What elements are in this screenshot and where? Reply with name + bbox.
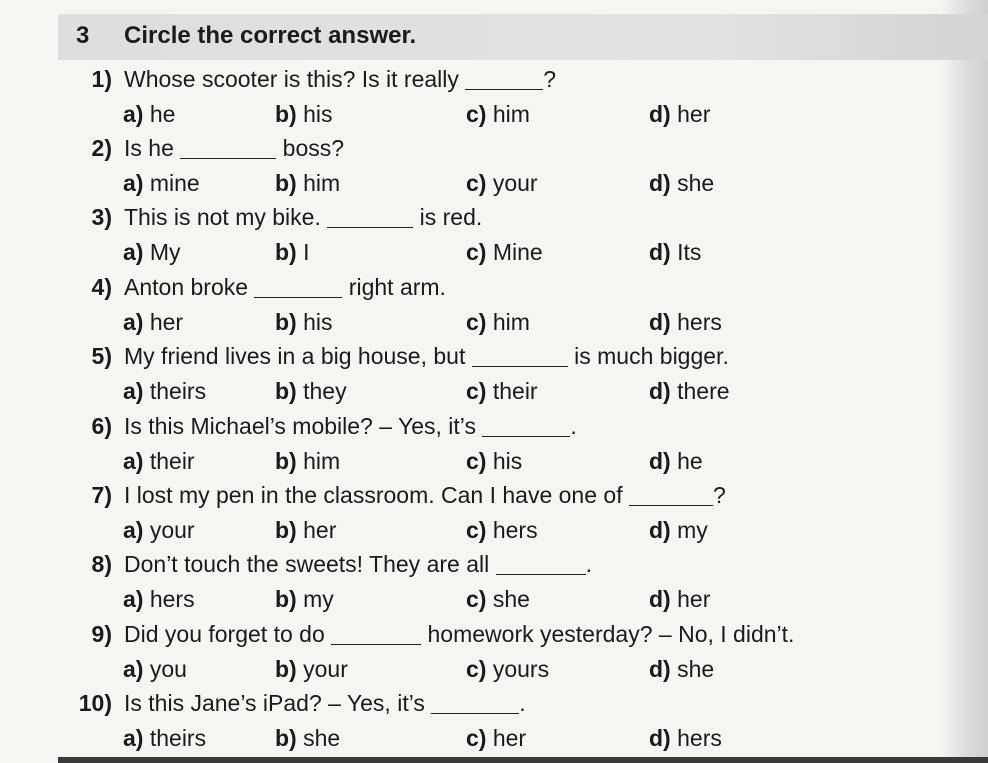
options-row	[0, 582, 940, 616]
option-c[interactable]	[466, 374, 538, 408]
question-text	[124, 200, 482, 234]
option-letter: b)	[275, 309, 297, 335]
question-text-after: ?	[712, 482, 726, 508]
option-d[interactable]	[649, 444, 703, 478]
exercise-title: Circle the correct answer.	[124, 22, 417, 49]
option-letter: a)	[123, 448, 144, 474]
option-letter: d)	[649, 517, 671, 543]
option-text: her	[670, 101, 711, 127]
answer-blank[interactable]	[180, 136, 276, 159]
option-d[interactable]	[649, 513, 708, 547]
options-row	[0, 444, 940, 478]
option-c[interactable]	[466, 721, 526, 755]
question-row	[0, 617, 940, 651]
option-c[interactable]	[466, 582, 530, 616]
question-number: 7)	[91, 482, 112, 508]
question-text-after: .	[585, 551, 592, 577]
question-number: 9)	[91, 621, 112, 647]
option-c[interactable]	[466, 305, 530, 339]
option-a[interactable]	[123, 374, 206, 408]
option-letter: d)	[649, 101, 671, 127]
option-a[interactable]	[123, 513, 195, 547]
option-b[interactable]	[275, 235, 310, 269]
option-b[interactable]	[275, 582, 334, 616]
question-number: 4)	[91, 274, 112, 300]
answer-blank[interactable]	[331, 622, 421, 645]
question-text-after: right arm.	[342, 274, 446, 300]
option-letter: c)	[466, 309, 487, 335]
question-text-before: Did you forget to do	[124, 621, 332, 647]
options-row	[0, 513, 940, 547]
option-text: yours	[486, 656, 550, 682]
question-text-before: This is not my bike.	[124, 204, 328, 230]
option-letter: d)	[649, 656, 671, 682]
question-number: 2)	[91, 135, 112, 161]
question-text-after: .	[519, 690, 526, 716]
option-d[interactable]	[649, 166, 714, 200]
option-letter: c)	[466, 101, 487, 127]
option-letter: a)	[123, 309, 144, 335]
option-text: there	[670, 378, 730, 404]
question-text	[124, 62, 556, 96]
question-text-after: boss?	[276, 135, 345, 161]
question-text	[124, 478, 726, 512]
question-text	[124, 339, 729, 373]
option-text: he	[670, 448, 703, 474]
question-number: 1)	[91, 66, 112, 92]
question-text-before: Anton broke	[124, 274, 255, 300]
option-a[interactable]	[123, 166, 200, 200]
question-row	[0, 270, 940, 304]
option-letter: c)	[466, 378, 487, 404]
answer-blank[interactable]	[472, 344, 568, 367]
option-text: him	[486, 309, 530, 335]
option-letter: b)	[275, 239, 297, 265]
option-c[interactable]	[466, 652, 549, 686]
option-letter: a)	[123, 378, 144, 404]
option-text: his	[296, 101, 333, 127]
question-number: 8)	[91, 551, 112, 577]
options-row	[0, 235, 940, 269]
option-a[interactable]	[123, 721, 206, 755]
option-text: hers	[143, 586, 195, 612]
question-text-before: Is he	[124, 135, 181, 161]
question-text-after: homework yesterday? – No, I didn’t.	[421, 621, 795, 647]
option-b[interactable]	[275, 305, 333, 339]
answer-blank[interactable]	[327, 205, 413, 228]
option-d[interactable]	[649, 97, 710, 131]
option-text: her	[670, 586, 711, 612]
option-text: my	[296, 586, 334, 612]
question-row	[0, 339, 940, 373]
option-b[interactable]	[275, 652, 348, 686]
option-letter: c)	[466, 239, 487, 265]
option-d[interactable]	[649, 374, 730, 408]
option-b[interactable]	[275, 513, 336, 547]
option-d[interactable]	[649, 235, 701, 269]
option-d[interactable]	[649, 582, 710, 616]
option-text: his	[296, 309, 333, 335]
option-letter: b)	[275, 101, 297, 127]
option-text: she	[670, 656, 715, 682]
option-text: him	[296, 170, 341, 196]
answer-blank[interactable]	[431, 691, 519, 714]
option-letter: d)	[649, 239, 671, 265]
option-text: she	[296, 725, 341, 751]
bottom-rule	[58, 757, 988, 763]
option-c[interactable]	[466, 513, 538, 547]
options-row	[0, 374, 940, 408]
option-a[interactable]	[123, 444, 195, 478]
question-text-after: is much bigger.	[567, 343, 729, 369]
option-letter: d)	[649, 378, 671, 404]
question-text-before: Don’t touch the sweets! They are all	[124, 551, 496, 577]
option-letter: c)	[466, 448, 487, 474]
option-text: you	[143, 656, 187, 682]
option-c[interactable]	[466, 166, 538, 200]
question-text-after: .	[570, 413, 577, 439]
options-row	[0, 305, 940, 339]
option-text: My	[143, 239, 181, 265]
question-text	[124, 617, 794, 651]
option-letter: d)	[649, 309, 671, 335]
question-text-before: I lost my pen in the classroom. Can I have one of	[124, 482, 629, 508]
answer-blank[interactable]	[254, 275, 342, 298]
option-b[interactable]	[275, 97, 333, 131]
option-letter: b)	[275, 656, 297, 682]
options-row	[0, 166, 940, 200]
answer-blank[interactable]	[629, 483, 713, 506]
answer-blank[interactable]	[482, 414, 570, 437]
answer-blank[interactable]	[496, 552, 586, 575]
page-edge-shadow	[940, 0, 988, 763]
option-c[interactable]	[466, 97, 530, 131]
option-text: mine	[143, 170, 200, 196]
option-c[interactable]	[466, 444, 522, 478]
option-text: hers	[670, 309, 722, 335]
option-text: their	[143, 448, 195, 474]
option-a[interactable]	[123, 235, 181, 269]
options-row	[0, 97, 940, 131]
question-text	[124, 131, 344, 165]
question-text	[124, 409, 577, 443]
option-text: hers	[670, 725, 722, 751]
question-row	[0, 478, 940, 512]
question-number: 5)	[91, 343, 112, 369]
option-text: him	[296, 448, 341, 474]
option-b[interactable]	[275, 444, 340, 478]
option-text: hers	[486, 517, 538, 543]
answer-blank[interactable]	[465, 67, 543, 90]
option-text: your	[296, 656, 348, 682]
options-row	[0, 652, 940, 686]
option-text: theirs	[143, 378, 207, 404]
question-text-after: ?	[543, 66, 557, 92]
question-text	[124, 547, 592, 581]
question-text	[124, 270, 446, 304]
question-text-before: Is this Michael’s mobile? – Yes, it’s	[124, 413, 483, 439]
option-letter: b)	[275, 378, 297, 404]
question-number: 10)	[78, 690, 112, 716]
option-letter: c)	[466, 725, 487, 751]
option-text: I	[296, 239, 310, 265]
question-text-before: Whose scooter is this? Is it really	[124, 66, 466, 92]
option-letter: a)	[123, 239, 144, 265]
question-text-after: is red.	[413, 204, 483, 230]
question-row	[0, 62, 940, 96]
option-letter: b)	[275, 170, 297, 196]
option-a[interactable]	[123, 97, 175, 131]
option-letter: d)	[649, 586, 671, 612]
option-d[interactable]	[649, 721, 722, 755]
option-letter: a)	[123, 725, 144, 751]
question-text-before: Is this Jane’s iPad? – Yes, it’s	[124, 690, 432, 716]
option-letter: a)	[123, 517, 144, 543]
option-text: her	[486, 725, 527, 751]
option-text: he	[143, 101, 176, 127]
option-text: your	[143, 517, 195, 543]
question-row	[0, 686, 940, 720]
option-letter: a)	[123, 586, 144, 612]
option-text: Mine	[486, 239, 543, 265]
option-text: your	[486, 170, 538, 196]
option-letter: d)	[649, 725, 671, 751]
question-text	[124, 686, 526, 720]
option-text: she	[486, 586, 530, 612]
option-text: Its	[670, 239, 702, 265]
option-text: their	[486, 378, 538, 404]
question-row	[0, 547, 940, 581]
option-text: his	[486, 448, 523, 474]
option-letter: d)	[649, 170, 671, 196]
option-text: they	[296, 378, 347, 404]
option-text: my	[670, 517, 708, 543]
question-number: 6)	[91, 413, 112, 439]
question-row	[0, 409, 940, 443]
exercise-header	[58, 14, 988, 60]
option-letter: b)	[275, 725, 297, 751]
option-letter: d)	[649, 448, 671, 474]
question-row	[0, 200, 940, 234]
option-d[interactable]	[649, 652, 714, 686]
option-letter: b)	[275, 448, 297, 474]
question-text-before: My friend lives in a big house, but	[124, 343, 472, 369]
option-letter: c)	[466, 517, 487, 543]
option-a[interactable]	[123, 305, 183, 339]
option-text: theirs	[143, 725, 207, 751]
option-letter: b)	[275, 517, 297, 543]
option-letter: c)	[466, 656, 487, 682]
exercise-number: 3	[76, 22, 90, 49]
option-letter: b)	[275, 586, 297, 612]
option-a[interactable]	[123, 652, 187, 686]
option-b[interactable]	[275, 374, 347, 408]
option-text: him	[486, 101, 530, 127]
option-letter: a)	[123, 101, 144, 127]
option-d[interactable]	[649, 305, 722, 339]
option-b[interactable]	[275, 721, 340, 755]
option-text: her	[296, 517, 337, 543]
option-text: she	[670, 170, 715, 196]
option-letter: a)	[123, 170, 144, 196]
option-letter: a)	[123, 656, 144, 682]
option-c[interactable]	[466, 235, 543, 269]
options-row	[0, 721, 940, 755]
option-text: her	[143, 309, 184, 335]
question-number: 3)	[91, 204, 112, 230]
option-letter: c)	[466, 586, 487, 612]
option-letter: c)	[466, 170, 487, 196]
option-b[interactable]	[275, 166, 340, 200]
question-row	[0, 131, 940, 165]
option-a[interactable]	[123, 582, 195, 616]
